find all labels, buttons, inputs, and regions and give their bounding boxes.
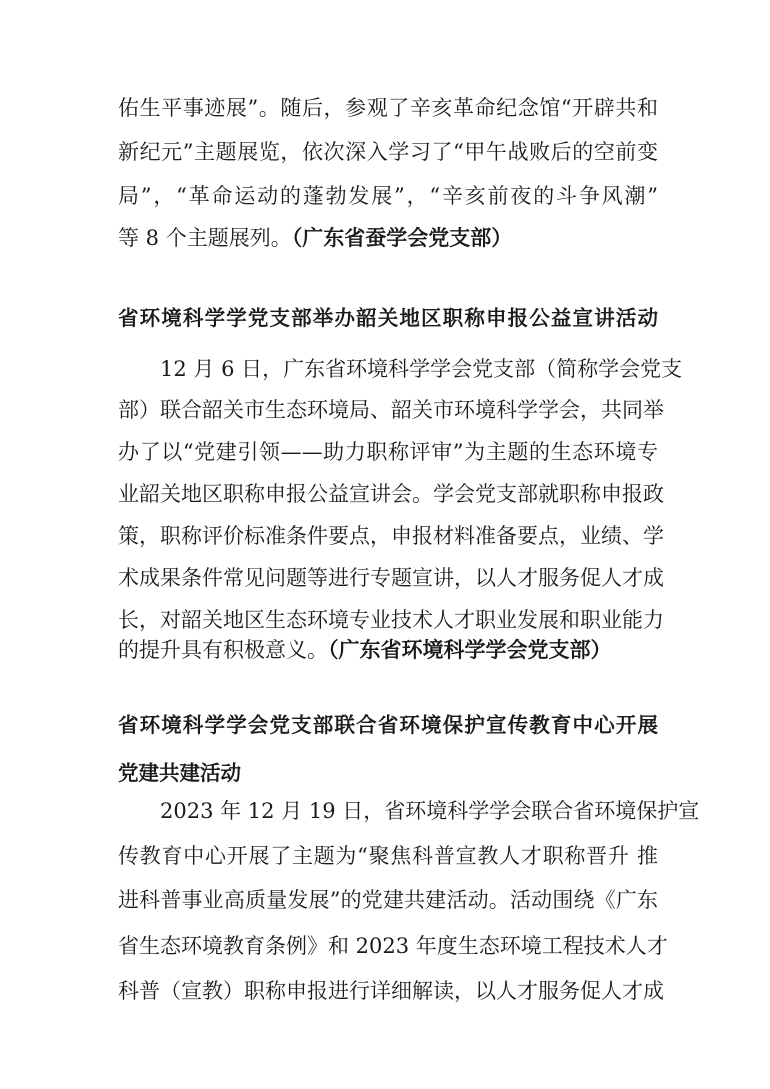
paragraph-line-last — [118, 218, 658, 258]
paragraph-line: 佑生平事迹展”。随后，参观了辛亥革命纪念馆“开辟共和 — [118, 96, 658, 120]
paragraph-line: 长，对韶关地区生态环境专业技术人才职业发展和职业能力 — [118, 608, 664, 632]
paragraph-line: 2023 年 12 月 19 日，省环境科学学会联合省环境保护宣 — [160, 799, 700, 823]
paragraph-line: 12 月 6 日，广东省环境科学学会党支部（简称学会党支 — [160, 357, 683, 381]
article-heading-continued: 党建共建活动 — [118, 761, 241, 785]
paragraph-line: 术成果条件常见问题等进行专题宣讲，以人才服务促人才成 — [118, 566, 664, 590]
paragraph-line: 局”，“革命运动的蓬勃发展”，“辛亥前夜的斗争风潮” — [118, 184, 658, 208]
article-heading: 省环境科学学党支部举办韶关地区职称申报公益宣讲活动 — [118, 306, 658, 330]
paragraph-line: 策，职称评价标准条件要点，申报材料准备要点，业绩、学 — [118, 524, 664, 548]
article-heading: 省环境科学学会党支部联合省环境保护宣传教育中心开展 — [118, 713, 658, 737]
source-attribution: （广东省环境科学学会党支部） — [328, 638, 612, 662]
paragraph-line: 传教育中心开展了主题为“聚焦科普宣教人才职称晋升 推 — [118, 844, 658, 868]
paragraph-line: 新纪元”主题展览，依次深入学习了“甲午战败后的空前变 — [118, 140, 658, 164]
paragraph-text: 的提升具有积极意义。 — [118, 638, 328, 662]
paragraph-line: 省生态环境教育条例》和 2023 年度生态环境工程技术人才 — [118, 934, 668, 958]
paragraph-line-last — [118, 630, 658, 670]
source-attribution: （广东省蚕学会党支部） — [291, 226, 513, 250]
paragraph-line: 业韶关地区职称申报公益宣讲会。学会党支部就职称申报政 — [118, 482, 664, 506]
paragraph-line: 部）联合韶关市生态环境局、韶关市环境科学学会，共同举 — [118, 398, 664, 422]
paragraph-line: 进科普事业高质量发展”的党建共建活动。活动围绕《广东 — [118, 888, 658, 912]
paragraph-line: 办了以“党建引领——助力职称评审”为主题的生态环境专 — [118, 440, 658, 464]
paragraph-line: 科普（宣教）职称申报进行详细解读，以人才服务促人才成 — [118, 979, 664, 1003]
paragraph-text: 等 8 个主题展列。 — [118, 226, 292, 250]
